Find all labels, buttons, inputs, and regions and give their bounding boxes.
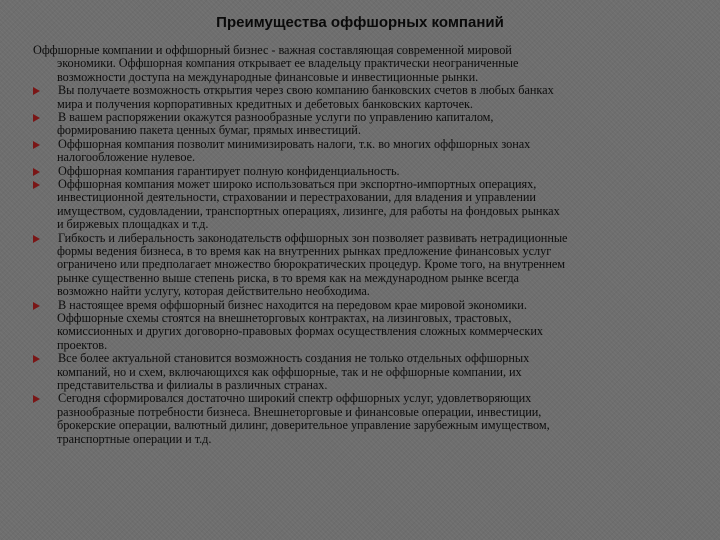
bullet-arrow-icon <box>33 114 40 122</box>
paragraph-first-line: Гибкость и либеральность законодательств оффшорных зон позволяет развивать нетрадиционные <box>58 230 568 245</box>
paragraph-first-line: Оффшорная компания позволит минимизировать налоги, т.к. во многих оффшорных зонах <box>58 136 531 151</box>
slide-title: Преимущества оффшорных компаний <box>216 14 504 31</box>
paragraph-line: инвестиционной деятельности, страховании и перестраховании, для владения и управлении <box>57 190 536 205</box>
paragraph-line: имуществом, судовладении, транспортных операциях, лизинге, для работы на фондовых рынках <box>57 203 560 218</box>
paragraph-first-line: Оффшорная компания может широко использоваться при экспортно-импортных операциях, <box>58 177 537 191</box>
paragraph-first-line: Все более актуальной становится возможность создания не только отдельных оффшорных <box>58 351 530 366</box>
paragraph-line: возможности доступа на международные финансовые и инвестиционные рынки. <box>57 69 479 84</box>
bullet-arrow-icon <box>33 395 40 403</box>
paragraph-first-line: Вы получаете возможность открытия через свою компанию банковских счетов в любых банках <box>58 83 554 98</box>
paragraph-line: и биржевых площадках и т.д. <box>57 217 209 232</box>
paragraph-line: формированию пакета ценных бумаг, прямых инвестиций. <box>57 123 361 138</box>
paragraph-first-line: В вашем распоряжении окажутся разнообразные услуги по управлению капиталом, <box>58 110 494 124</box>
bullet-arrow-icon <box>33 168 40 176</box>
paragraph-line: возможно найти услугу, которая действительно необходима. <box>57 284 370 299</box>
paragraph-line: формы ведения бизнеса, в то время как на внутренних рынках предложение финансовых услуг <box>57 244 552 258</box>
paragraph-line: налогообложение нулевое. <box>57 150 196 165</box>
bullet-arrow-icon <box>33 181 40 189</box>
paragraph-line: представительства и филиалы в различных странах. <box>57 378 328 392</box>
paragraph-first-line: Оффшорная компания гарантирует полную конфиденциальность. <box>58 163 400 178</box>
bullet-arrow-icon <box>33 302 40 310</box>
paragraph-line: транспортные операции и т.д. <box>57 431 212 446</box>
paragraph-line: разнообразные потребности бизнеса. Внешнеторговые и финансовые операции, инвестиции, <box>57 404 542 419</box>
paragraph-line: проектов. <box>57 337 108 352</box>
bullet-arrow-icon <box>33 141 40 149</box>
paragraph-line: брокерские операции, валютный дилинг, доверительное управление зарубежным имуществом, <box>57 418 550 433</box>
paragraph-line: комиссионных и других договорно-правовых формах осуществления сложных коммерческих <box>57 324 543 339</box>
paragraph-line: рынке существенно выше степень риска, в то время как на международном рынке всегда <box>57 270 519 285</box>
paragraph-first-line: Сегодня сформировался достаточно широкий спектр оффшорных услуг, удовлетворяющих <box>58 391 532 406</box>
paragraph-line: мира и получения корпоративных кредитных и дебетовых банковских карточек. <box>57 96 473 111</box>
paragraph-line: Оффшорные схемы стоятся на внешнеторговых контрактах, на лизинговых, трастовых, <box>57 311 512 325</box>
bullet-arrow-icon <box>33 87 40 95</box>
paragraph-line: экономики. Оффшорная компания открывает ее владельцу практически неограниченные <box>57 56 519 71</box>
bullet-arrow-icon <box>33 355 40 363</box>
paragraph-first-line: В настоящее время оффшорный бизнес находится на передовом крае мировой экономики. <box>58 297 527 312</box>
paragraph-line: компаний, но и схем, включающихся как оффшорные, так и не оффшорные компании, их <box>57 364 522 379</box>
paragraph-line: ограничено или предполагает множество бюрократических процедур. Кроме того, на внутреннем <box>57 257 566 272</box>
bullet-arrow-icon <box>33 235 40 243</box>
paragraph-first-line: Оффшорные компании и оффшорный бизнес - важная составляющая современной мировой <box>33 43 512 57</box>
